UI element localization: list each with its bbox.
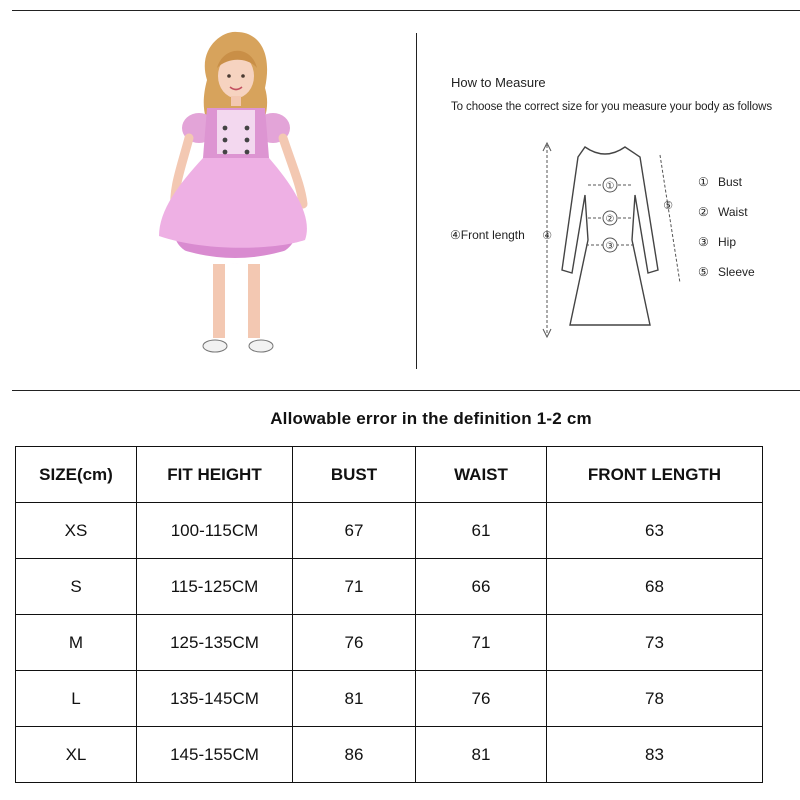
marker-hip: ③	[605, 241, 615, 252]
cell-bust: 81	[293, 671, 416, 727]
garment-diagram	[530, 135, 690, 345]
cell-bust: 86	[293, 727, 416, 783]
header-fit-height: FIT HEIGHT	[137, 447, 293, 503]
cell-waist: 66	[416, 559, 547, 615]
cell-size: M	[16, 615, 137, 671]
cell-front-length: 68	[547, 559, 763, 615]
marker-front-length: ④	[542, 229, 552, 242]
left-shoe	[203, 340, 227, 352]
cell-fit-height: 115-125CM	[137, 559, 293, 615]
cell-bust: 71	[293, 559, 416, 615]
size-table	[15, 446, 763, 783]
cell-fit-height: 125-135CM	[137, 615, 293, 671]
header-front-length: FRONT LENGTH	[547, 447, 763, 503]
cell-front-length: 83	[547, 727, 763, 783]
cell-size: L	[16, 671, 137, 727]
cell-front-length: 78	[547, 671, 763, 727]
table-row	[16, 671, 763, 727]
right-shoe	[249, 340, 273, 352]
guide-subtitle: To choose the correct size for you measure your body as follows	[451, 101, 772, 113]
tolerance-caption: Allowable error in the definition 1-2 cm	[270, 409, 592, 428]
cell-fit-height: 145-155CM	[137, 727, 293, 783]
table-row	[16, 727, 763, 783]
marker-bust: ①	[605, 181, 615, 192]
cell-bust: 67	[293, 503, 416, 559]
table-row	[16, 559, 763, 615]
guide-title: How to Measure	[451, 75, 546, 90]
vertical-divider	[416, 33, 417, 369]
cell-fit-height: 135-145CM	[137, 671, 293, 727]
legend-bust: ① Bust	[698, 175, 743, 189]
measure-guide	[420, 40, 800, 380]
legend-sleeve: ⑤ Sleeve	[698, 265, 755, 279]
cell-size: XL	[16, 727, 137, 783]
legend-waist: ② Waist	[698, 205, 748, 219]
cell-front-length: 63	[547, 503, 763, 559]
header-bust: BUST	[293, 447, 416, 503]
header-size: SIZE(cm)	[16, 447, 137, 503]
dress-outline	[562, 147, 658, 325]
top-divider	[12, 10, 800, 11]
cell-size: XS	[16, 503, 137, 559]
cell-fit-height: 100-115CM	[137, 503, 293, 559]
header-waist: WAIST	[416, 447, 547, 503]
cell-waist: 81	[416, 727, 547, 783]
cell-waist: 61	[416, 503, 547, 559]
table-row	[16, 503, 763, 559]
table-header-row	[16, 447, 763, 503]
cell-waist: 71	[416, 615, 547, 671]
table-row	[16, 615, 763, 671]
middle-divider	[12, 390, 800, 391]
marker-waist: ②	[605, 214, 615, 225]
product-photo	[145, 28, 325, 368]
cell-bust: 76	[293, 615, 416, 671]
cell-front-length: 73	[547, 615, 763, 671]
cell-size: S	[16, 559, 137, 615]
marker-sleeve: ⑤	[663, 199, 673, 212]
front-length-label: ④Front length	[450, 228, 525, 242]
legend-hip: ③ Hip	[698, 235, 737, 249]
cell-waist: 76	[416, 671, 547, 727]
